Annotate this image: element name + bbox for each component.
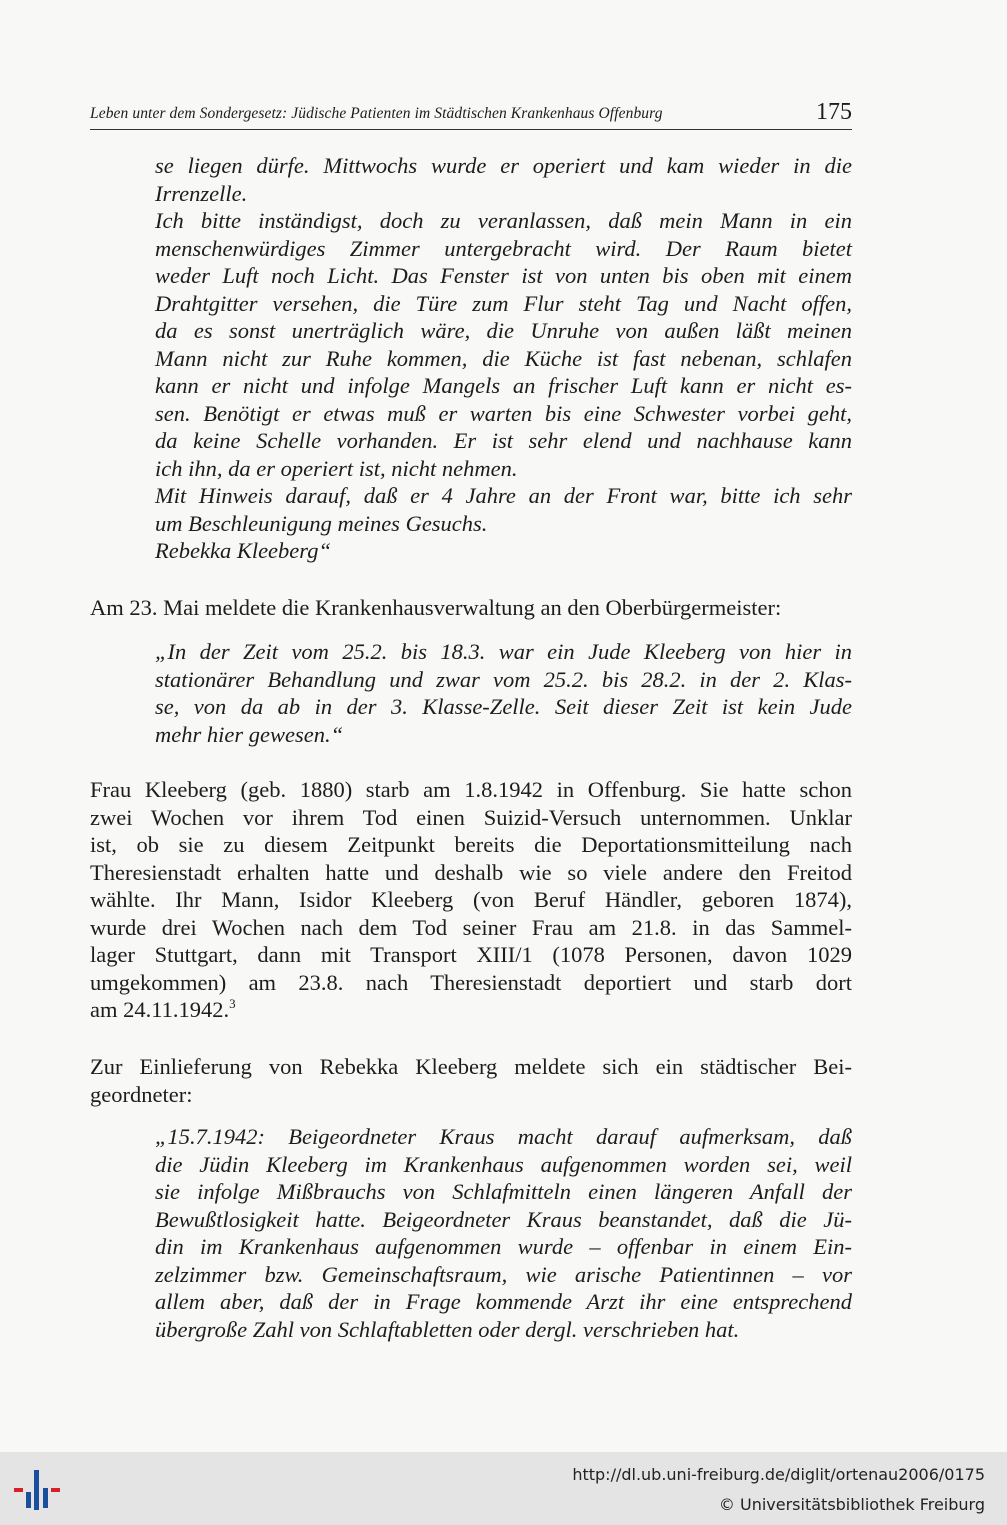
text-line <box>90 996 852 1024</box>
copyright-notice: © Universitätsbibliothek Freiburg <box>718 1495 985 1514</box>
running-title: Leben unter dem Sondergesetz: Jüdische Patienten im Städtischen Krankenhaus Offenburg <box>90 105 663 122</box>
text-line: „In der Zeit vom 25.2. bis 18.3. war ein Jude Kleeberg von hier in <box>155 639 852 664</box>
text-line: wurde drei Wochen nach dem Tod seiner Frau am 21.8. in das Sammel- <box>90 914 852 940</box>
text-line: die Jüdin Kleeberg im Krankenhaus aufgenommen worden sei, weil <box>155 1151 852 1177</box>
signature-line: Rebekka Kleeberg“ <box>155 538 331 563</box>
text-line: da keine Schelle vorhanden. Er ist sehr elend und nachhause kann <box>155 428 852 453</box>
text-line: geordneter: <box>90 1081 193 1107</box>
text-line: Theresienstadt erhalten hatte und deshalb wie so viele andere den Freitod <box>90 859 852 885</box>
text-line: zelzimmer bzw. Gemeinschaftsraum, wie arische Patientinnen – vor <box>155 1261 852 1287</box>
text-line-content: am 24.11.1942. <box>90 997 230 1022</box>
text-line: se, von da ab in der 3. Klasse-Zelle. Seit dieser Zeit ist kein Jude <box>155 694 852 719</box>
text-line: Mit Hinweis darauf, daß er 4 Jahre an der Front war, bitte ich sehr <box>155 483 852 508</box>
permalink-url[interactable]: http://dl.ub.uni-freiburg.de/diglit/ortenau2006/0175 <box>572 1465 985 1484</box>
page-number: 175 <box>816 99 852 125</box>
text-line: Zur Einlieferung von Rebekka Kleeberg meldete sich ein städtischer Bei- <box>90 1054 852 1079</box>
text-line: „15.7.1942: Beigeordneter Kraus macht darauf aufmerksam, daß <box>155 1124 852 1149</box>
text-line: übergroße Zahl von Schlaftabletten oder dergl. verschrieben hat. <box>155 1316 740 1342</box>
text-line: Am 23. Mai meldete die Krankenhausverwaltung an den Oberbürgermeister: <box>90 595 782 620</box>
text-line: Bewußtlosigkeit hatte. Beigeordneter Kraus beanstandet, daß die Jü- <box>155 1206 852 1232</box>
text-line: stationärer Behandlung und zwar vom 25.2. bis 28.2. in der 2. Klas- <box>155 666 852 692</box>
text-line: menschenwürdiges Zimmer untergebracht wird. Der Raum bietet <box>155 235 852 261</box>
text-line: wählte. Ihr Mann, Isidor Kleeberg (von Beruf Händler, geboren 1874), <box>90 887 852 912</box>
text-line: umgekommen) am 23.8. nach Theresienstadt deportiert und starb dort <box>90 969 852 995</box>
text-line: Ich bitte inständigst, doch zu veranlassen, daß mein Mann in ein <box>155 208 852 233</box>
letter-quote <box>155 152 852 565</box>
text-line: kann er nicht und infolge Mangels an frischer Luft kann er nicht es- <box>155 373 852 398</box>
text-line: lager Stuttgart, dann mit Transport XIII/1 (1078 Personen, davon 1029 <box>90 942 852 967</box>
text-line: Irrenzelle. <box>155 180 248 206</box>
text-line: sen. Benötigt er etwas muß er warten bis eine Schwester vorbei geht, <box>155 400 852 426</box>
viewer-footer <box>0 1452 1007 1525</box>
text-line: da es sonst unerträglich wäre, die Unruhe von außen läßt meinen <box>155 318 852 343</box>
text-line: weder Luft noch Licht. Das Fenster ist von unten bis oben mit einem <box>155 263 852 288</box>
text-line: allem aber, daß der in Frage kommende Arzt ihr eine entsprechend <box>155 1289 852 1314</box>
text-line: Frau Kleeberg (geb. 1880) starb am 1.8.1942 in Offenburg. Sie hatte schon <box>90 777 852 802</box>
text-line: se liegen dürfe. Mittwochs wurde er operiert und kam wieder in die <box>155 153 852 178</box>
councillor-quote <box>155 1123 852 1343</box>
running-header <box>90 99 852 130</box>
text-line: zwei Wochen vor ihrem Tod einen Suizid-Versuch unternommen. Unklar <box>90 804 852 830</box>
text-line: um Beschleunigung meines Gesuchs. <box>155 510 488 536</box>
admin-quote <box>155 638 852 748</box>
text-line: Drahtgitter versehen, die Türe zum Flur steht Tag und Nacht offen, <box>155 290 852 316</box>
body-paragraph <box>90 1053 852 1108</box>
text-line: mehr hier gewesen.“ <box>155 721 344 747</box>
ub-freiburg-logo-icon[interactable] <box>14 1466 64 1514</box>
footnote-ref[interactable]: 3 <box>229 996 236 1011</box>
body-paragraph <box>90 594 852 622</box>
text-line: din im Krankenhaus aufgenommen wurde – offenbar in einem Ein- <box>155 1234 852 1259</box>
text-line: ist, ob sie zu diesem Zeitpunkt bereits die Deportationsmitteilung nach <box>90 832 852 857</box>
body-paragraph <box>90 776 852 1024</box>
text-line: ich ihn, da er operiert ist, nicht nehmen. <box>155 455 518 481</box>
text-line: Mann nicht zur Ruhe kommen, die Küche ist fast nebenan, schlafen <box>155 345 852 371</box>
text-line: sie infolge Mißbrauchs von Schlafmitteln einen längeren Anfall der <box>155 1179 852 1204</box>
